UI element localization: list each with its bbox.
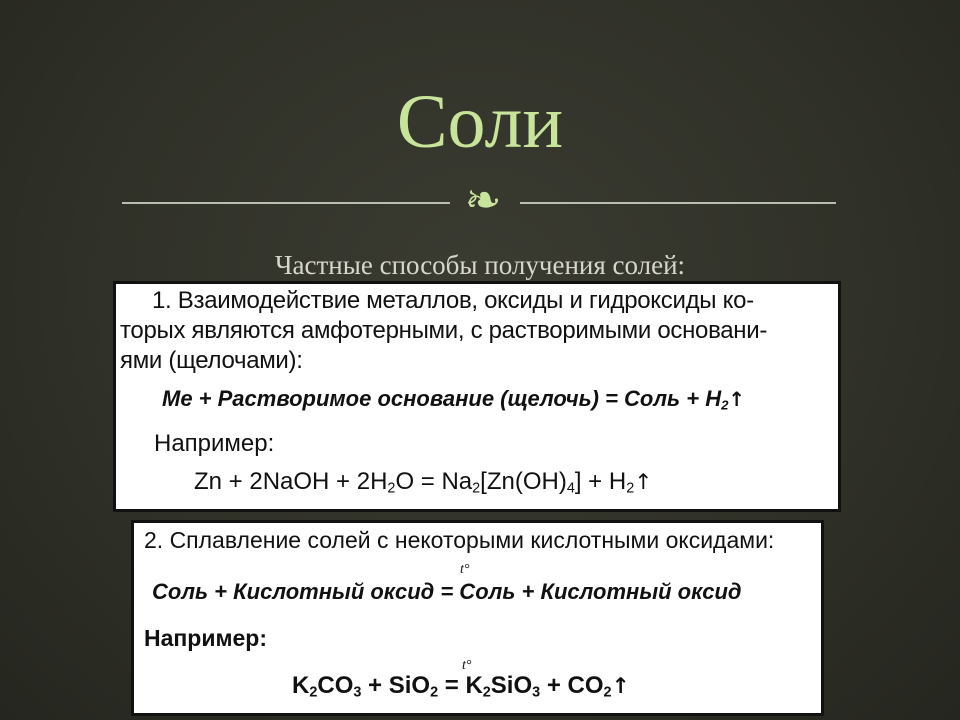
eq-subscript: 2 xyxy=(482,684,491,701)
eq-subscript: 3 xyxy=(353,684,362,701)
eq-part: = K xyxy=(438,672,483,699)
eq-subscript: 2 xyxy=(309,684,318,701)
eq-subscript: 4 xyxy=(566,480,575,497)
method-1-box xyxy=(113,281,841,512)
floral-ornament-icon: ❧ xyxy=(464,175,502,226)
method-2-box xyxy=(131,520,824,716)
gas-arrow-icon: ↑ xyxy=(634,470,653,495)
heating-condition-label: t° xyxy=(462,658,472,673)
general-formula-text: Me + Растворимое основание (щелочь) = Соль + H xyxy=(162,386,722,411)
method-1-text-line-1: 1. Взаимодействие металлов, оксиды и гидроксиды ко- xyxy=(152,287,754,314)
eq-part: SiO xyxy=(490,672,533,699)
method-2-example-label: Например: xyxy=(144,625,267,651)
eq-part: [Zn(OH) xyxy=(480,468,567,495)
method-2-example-equation xyxy=(292,671,630,702)
eq-subscript: 2 xyxy=(626,480,635,497)
eq-part: + SiO xyxy=(361,672,431,699)
general-formula-subscript: 2 xyxy=(721,397,729,413)
eq-part: ] + H xyxy=(574,468,627,495)
heating-condition-label: t° xyxy=(460,562,470,577)
eq-part: CO xyxy=(317,672,354,699)
eq-subscript: 2 xyxy=(430,684,439,701)
slide-title: Соли xyxy=(396,80,564,164)
method-2-heading: 2. Сплавление солей с некоторыми кислотными оксидами: xyxy=(144,527,775,553)
eq-subscript: 3 xyxy=(532,684,541,701)
method-1-text-line-2: торых являются амфотерными, с растворимыми основани- xyxy=(120,317,768,344)
gas-arrow-icon: ↑ xyxy=(728,388,745,411)
eq-subscript: 2 xyxy=(387,480,396,497)
eq-subscript: 2 xyxy=(472,480,481,497)
eq-part: + CO xyxy=(540,672,604,699)
eq-part: K xyxy=(292,672,310,699)
method-1-general-formula xyxy=(162,385,745,414)
method-1-example-label: Например: xyxy=(154,430,275,457)
gas-arrow-icon: ↑ xyxy=(611,674,630,699)
slide-subtitle: Частные способы получения солей: xyxy=(274,250,686,280)
title-divider-left xyxy=(122,202,450,204)
eq-part: O = Na xyxy=(395,468,473,495)
method-2-general-formula: Соль + Кислотный оксид = Соль + Кислотный оксид xyxy=(152,579,742,604)
eq-part: Zn + 2NaOH + 2H xyxy=(194,468,388,495)
method-1-example-equation xyxy=(194,467,652,498)
title-divider-right xyxy=(520,202,836,204)
method-1-text-line-3: ями (щелочами): xyxy=(120,347,303,374)
eq-subscript: 2 xyxy=(603,684,612,701)
